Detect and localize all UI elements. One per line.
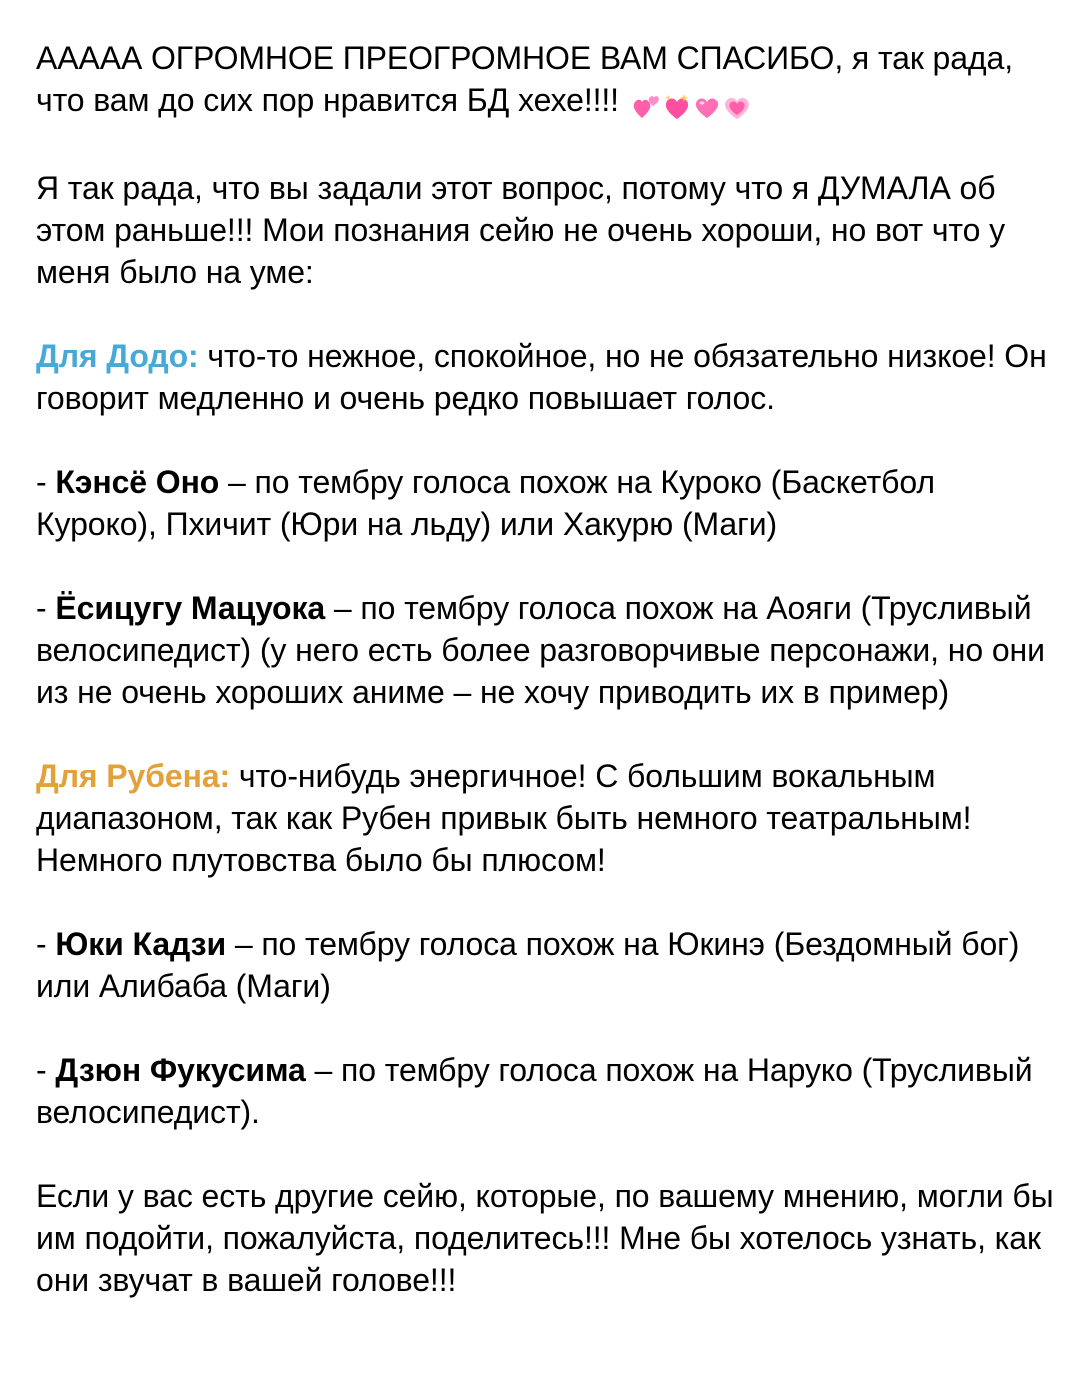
pink-heart-icon [692, 86, 722, 122]
voice-description: – по тембру голоса похож на Юкинэ (Бездомный бог) или Алибаба (Маги) [36, 926, 1020, 1004]
list-dash: - [36, 590, 56, 626]
voice-description: – по тембру голоса похож на Наруко (Трусливый велосипедист). [36, 1052, 1033, 1130]
question-paragraph: Я так рада, что вы задали этот вопрос, потому что я ДУМАЛА об этом раньше!!! Мои познания сейю не очень хороши, но вот что у меня было на уме: [36, 170, 1006, 290]
two-hearts-icon [632, 86, 662, 122]
voice-actor-name: Юки Кадзи [55, 926, 227, 962]
dodo-paragraph [36, 335, 1056, 419]
intro-paragraph [36, 37, 1056, 125]
ruben-voice-2 [36, 1049, 1056, 1133]
dodo-voice-2 [36, 587, 1056, 713]
list-dash: - [36, 464, 56, 500]
sparkling-heart-icon [662, 86, 692, 122]
closing-paragraph: Если у вас есть другие сейю, которые, по вашему мнению, могли бы им подойти, пожалуйста, поделитесь!!! Мне бы хотелось узнать, как они звучат в вашей голове!!! [36, 1178, 1054, 1298]
voice-actor-name: Ёсицугу Мацуока [55, 590, 326, 626]
dodo-voice-1 [36, 461, 1056, 545]
ruben-voice-1 [36, 923, 1056, 1007]
voice-description: – по тембру голоса похож на Аояги (Трусливый велосипедист) (у него есть более разговорчивые персонажи, но они из не очень хороших аниме – не хочу приводить их в пример) [36, 590, 1045, 710]
list-dash: - [36, 1052, 56, 1088]
intro-text: ААААА ОГРОМНОЕ ПРЕОГРОМНОЕ ВАМ СПАСИБО, я так рада, что вам до сих пор нравится БД хехе!!!! [36, 40, 1013, 118]
list-dash: - [36, 926, 56, 962]
voice-actor-name: Дзюн Фукусима [55, 1052, 306, 1088]
dodo-heading: Для Додо: [36, 338, 199, 374]
emoji-group [632, 83, 752, 125]
document [36, 37, 1056, 1301]
ruben-paragraph [36, 755, 1056, 881]
dodo-text: что-то нежное, спокойное, но не обязательно низкое! Он говорит медленно и очень редко повышает голос. [36, 338, 1047, 416]
growing-heart-icon [722, 86, 752, 122]
voice-actor-name: Кэнсё Оно [55, 464, 220, 500]
ruben-heading: Для Рубена: [36, 758, 231, 794]
voice-description: – по тембру голоса похож на Куроко (Баскетбол Куроко), Пхичит (Юри на льду) или Хакурю (Маги) [36, 464, 935, 542]
ruben-text: что-нибудь энергичное! С большим вокальным диапазоном, так как Рубен привык быть немного театральным! Немного плутовства было бы плюсом! [36, 758, 972, 878]
